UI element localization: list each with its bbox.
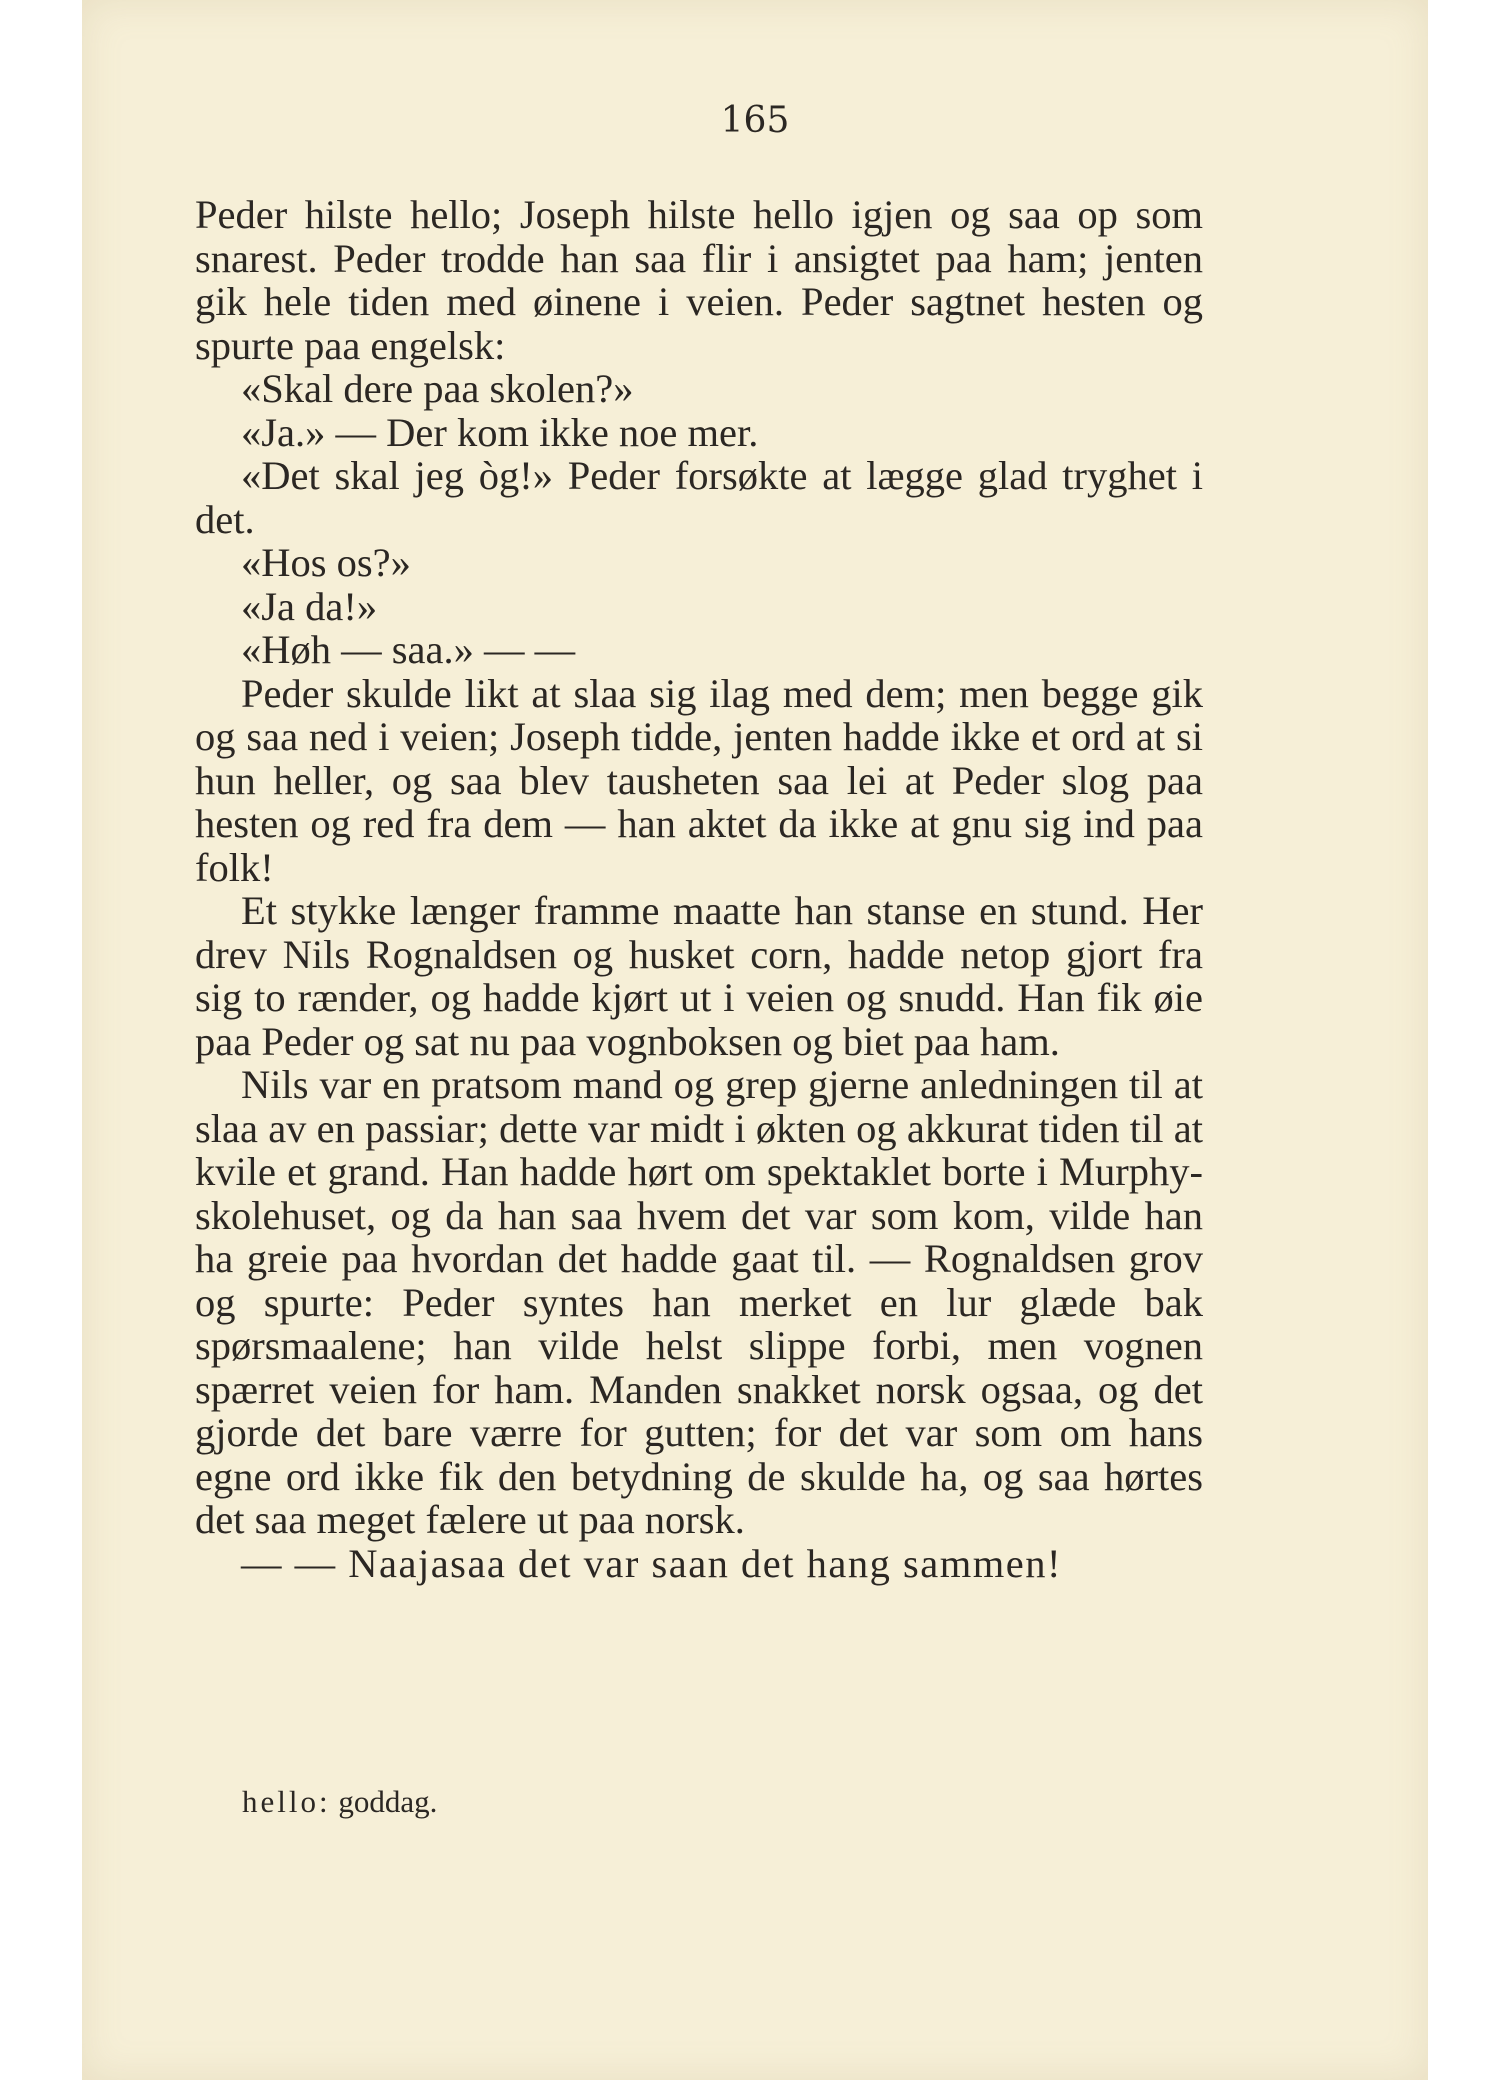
body-text	[195, 193, 1203, 1585]
dialogue-line: «Ja.» — Der kom ikke noe mer.	[241, 409, 759, 455]
paragraph: «Det skal jeg òg!» Peder forsøkte at lægge glad tryghet i det.	[195, 453, 1203, 542]
page-number: 165	[720, 100, 790, 141]
footnote	[242, 1784, 437, 1820]
paragraph: — — Naajasaa det var saan det hang sammen!	[241, 1540, 1062, 1586]
paragraph: Nils var en pratsom mand og grep gjerne anledningen til at slaa av en passiar; dette var midt i økten og akkurat tiden til at kvile et grand. Han hadde hørt om spektaklet borte i Murphy-skolehuset, og da han saa hvem det var som kom, vilde han ha greie paa hvordan det hadde gaat til. — Rognaldsen grov og spurte: Peder syntes han merket en lur glæde bak spørsmaalene; han vilde helst slippe forbi, men vognen spærret veien for ham. Manden snakket norsk ogsaa, og det gjorde det bare værre for gutten; for det var som om hans egne ord ikke fik den betydning de skulde ha, og saa hørtes det saa meget fælere ut paa norsk.	[195, 1062, 1203, 1542]
paragraph: Peder hilste hello; Joseph hilste hello igjen og saa op som snarest. Peder trodde han saa flir i ansigtet paa ham; jenten gik hele tiden med øinene i veien. Peder sagtnet hesten og spurte paa engelsk:	[195, 192, 1203, 368]
dialogue-line: «Ja da!»	[241, 583, 378, 629]
dialogue-line: «Skal dere paa skolen?»	[241, 366, 634, 411]
dialogue-line: «Hos os?»	[241, 540, 411, 585]
footnote-term: hello:	[242, 1784, 331, 1819]
paragraph: Peder skulde likt at slaa sig ilag med dem; men begge gik og saa ned i veien; Joseph tidde, jenten hadde ikke et ord at si hun heller, og saa blev tausheten saa lei at Peder slog paa hesten og red fra dem — han aktet da ikke at gnu sig ind paa folk!	[195, 670, 1203, 890]
paragraph: Et stykke længer framme maatte han stanse en stund. Her drev Nils Rognaldsen og husket corn, hadde netop gjort fra sig to rænder, og hadde kjørt ut i veien og snudd. Han fik øie paa Peder og sat nu paa vognboksen og biet paa ham.	[195, 888, 1203, 1064]
footnote-definition: goddag.	[338, 1784, 438, 1819]
dialogue-line: «Høh — saa.» — —	[241, 627, 576, 672]
